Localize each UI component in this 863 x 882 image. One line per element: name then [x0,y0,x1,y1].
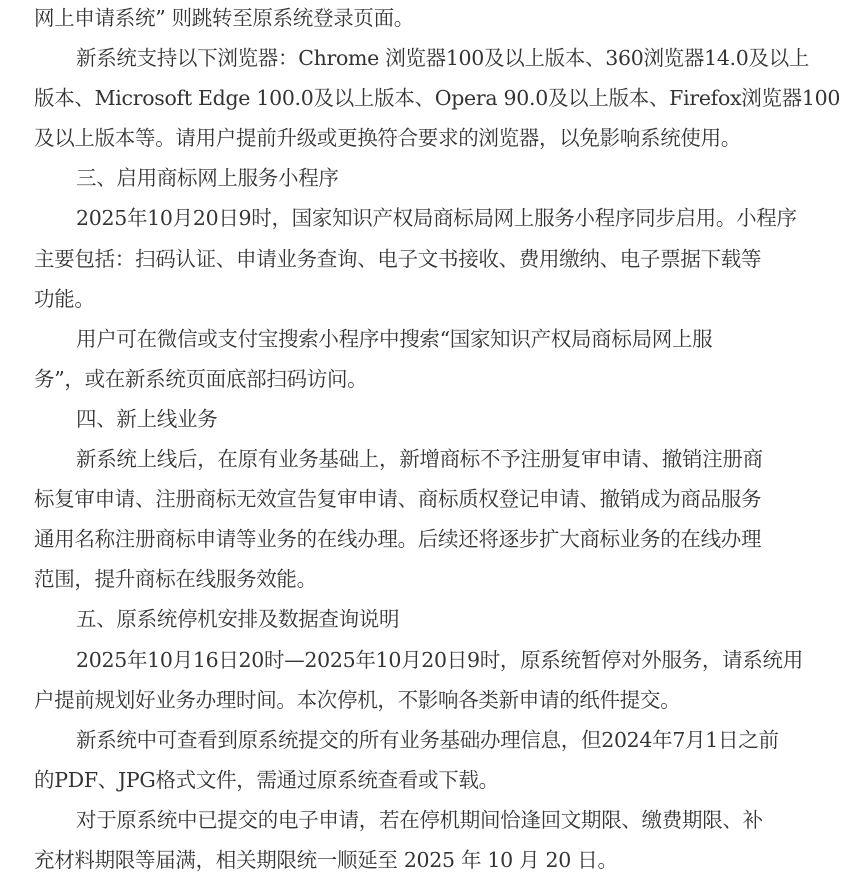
text-line: 范围，提升商标在线服务效能。 [34,567,317,592]
text-line: 新系统上线后，在原有业务基础上，新增商标不予注册复审申请、撤销注册商 [76,447,763,472]
text-line: 务”，或在新系统页面底部扫码访问。 [34,366,368,391]
text-line: 新系统支持以下浏览器：Chrome 浏览器100及以上版本、360浏览器14.0及以上 [76,46,810,71]
text-line: 四、新上线业务 [76,406,218,431]
text-line: 的PDF、JPG格式文件，需通过原系统查看或下载。 [34,767,499,792]
text-line: 功能。 [34,286,95,311]
text-line: 网上申请系统” 则跳转至原系统登录页面。 [34,6,414,30]
text-line: 版本、Microsoft Edge 100.0及以上版本、Opera 90.0及以上版本、Firefox浏览器100 [34,86,841,111]
text-line: 主要包括：扫码认证、申请业务查询、电子文书接收、费用缴纳、电子票据下载等 [34,246,762,271]
text-line: 户提前规划好业务办理时间。本次停机，不影响各类新申请的纸件提交。 [34,687,681,712]
text-line: 2025年10月16日20时—2025年10月20日9时，原系统暂停对外服务，请系统用 [76,647,803,672]
text-line: 三、启用商标网上服务小程序 [76,166,339,191]
text-line: 充材料期限等届满，相关期限统一顺延至 2025 年 10 月 20 日。 [34,847,618,872]
text-line: 通用名称注册商标申请等业务的在线办理。后续还将逐步扩大商标业务的在线办理 [34,527,762,552]
text-line: 用户可在微信或支付宝搜索小程序中搜索“国家知识产权局商标局网上服 [76,326,713,351]
text-line: 及以上版本等。请用户提前升级或更换符合要求的浏览器，以免影响系统使用。 [34,126,741,151]
text-line: 五、原系统停机安排及数据查询说明 [76,607,400,632]
text-line: 标复审申请、注册商标无效宣告复审申请、商标质权登记申请、撤销成为商品服务 [34,487,762,512]
document-body [34,0,841,880]
text-line: 2025年10月20日9时，国家知识产权局商标局网上服务小程序同步启用。小程序 [76,206,797,231]
text-line: 对于原系统中已提交的电子申请，若在停机期间恰逢回文期限、缴费期限、补 [76,807,763,832]
text-line: 新系统中可查看到原系统提交的所有业务基础办理信息，但2024年7月1日之前 [76,727,779,752]
